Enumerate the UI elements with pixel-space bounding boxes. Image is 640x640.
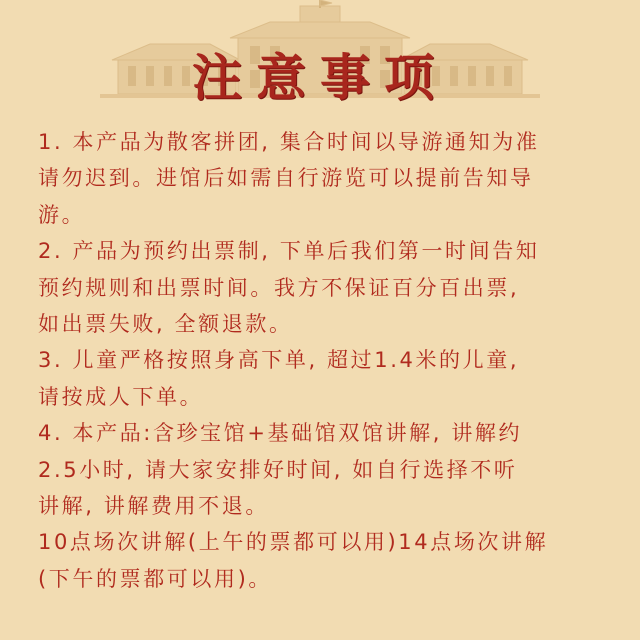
notice-line: 如出票失败, 全额退款。 [38,312,293,337]
notice-line: 2.5小时, 请大家安排好时间, 如自行选择不听 [38,457,518,482]
notice-line: 2. 产品为预约出票制, 下单后我们第一时间告知 [38,239,540,264]
notice-content [38,124,618,597]
notice-line: 讲解, 讲解费用不退。 [38,494,269,519]
notice-line: 请勿迟到。进馆后如需自行游览可以提前告知导 [38,166,534,191]
notice-line: 预约规则和出票时间。我方不保证百分百出票, [38,275,520,300]
notice-line: 1. 本产品为散客拼团, 集合时间以导游通知为准 [38,130,540,154]
notice-line: 4. 本产品:含珍宝馆+基础馆双馆讲解, 讲解约 [38,421,523,446]
notice-line: 请按成人下单。 [38,384,204,409]
page-title: 注意事项 [192,48,448,107]
notice-line: 10点场次讲解(上午的票都可以用)14点场次讲解 [38,530,549,555]
notice-line: (下午的票都可以用)。 [38,566,272,591]
notice-line: 3. 儿童严格按照身高下单, 超过1.4米的儿童, [38,348,520,373]
notice-line: 游。 [38,202,86,227]
